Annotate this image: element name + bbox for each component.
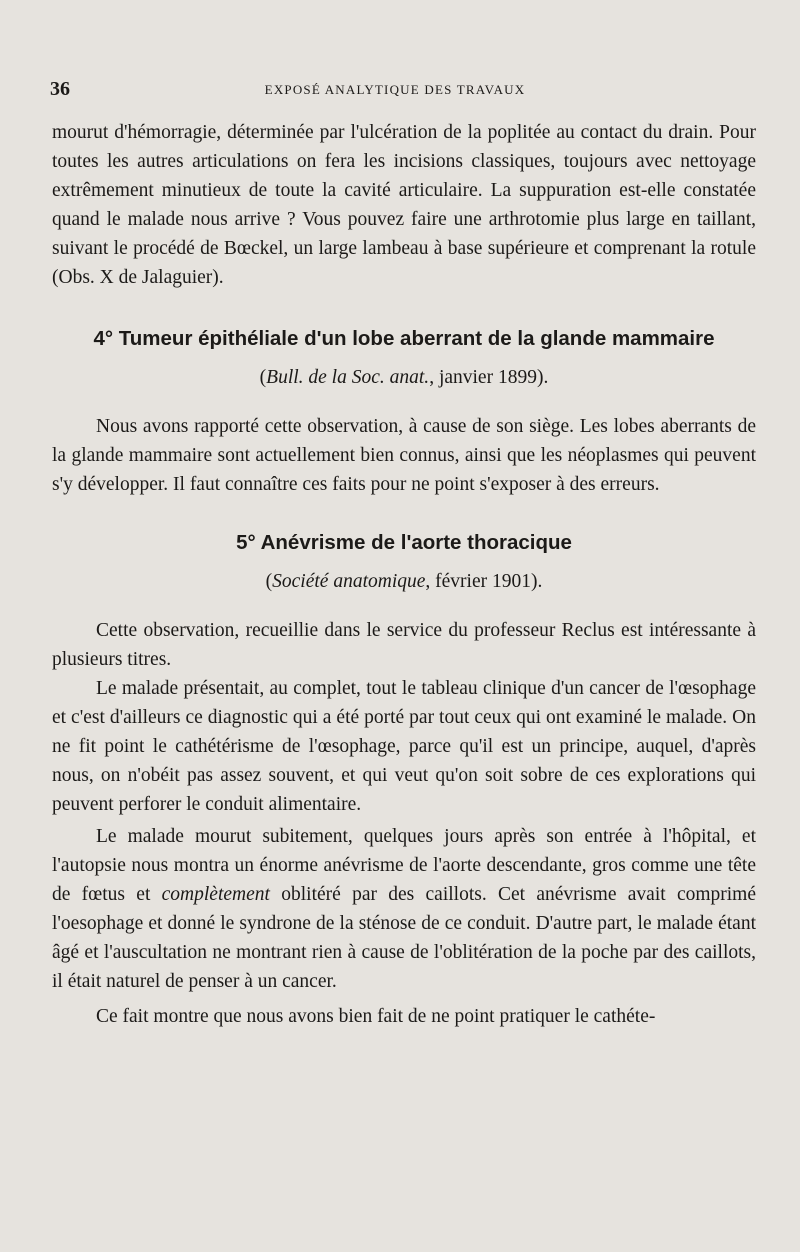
- paragraph-autopsie: [52, 822, 756, 996]
- page-number: 36: [50, 78, 70, 100]
- ref-journal: Société anatomique: [272, 571, 426, 592]
- section-reference-bull: [52, 363, 756, 392]
- paragraph-observation-siege: Nous avons rapporté cette observation, à cause de son siège. Les lobes aberrants de la glande mammaire sont actuellement bien connus, ainsi que les néoplasmes qui peuvent s'y développer. Il faut connaître ces faits pour ne point s'exposer à des erreurs.: [52, 416, 756, 495]
- autopsie-emphasis: complètement: [161, 884, 270, 905]
- ref-open: (: [265, 571, 273, 592]
- paragraph-conclusion: Ce fait montre que nous avons bien fait de ne point pratiquer le cathéte-: [96, 1006, 656, 1027]
- body-text: [52, 118, 756, 1031]
- paragraph-reclus: Cette observation, recueillie dans le service du professeur Reclus est intéressante à plusieurs titres.: [52, 620, 756, 670]
- autopsie-text-a: Le malade mourut subitement, quelques jours après son entrée à l'hôpital, et l'autopsie nous montra un énorme anévrisme de l'aorte descendante, gros comme une tête de fœtus et: [52, 826, 756, 905]
- section-reference-societe: [52, 567, 756, 596]
- running-title: EXPOSÉ ANALYTIQUE DES TRAVAUX: [264, 82, 526, 97]
- section-heading-anevrisme: 5° Anévrisme de l'aorte thoracique: [236, 531, 572, 554]
- ref-open: (: [259, 367, 267, 388]
- autopsie-text-b: oblitéré par des caillots. Cet anévrisme avait comprimé l'oesophage et donné le syndrone de la sténose de ce conduit. D'autre part, le malade étant âgé et l'auscultation ne montrant rien à cause de l'oblitération de la poche par des caillots, il était naturel de penser à un cancer.: [52, 884, 756, 992]
- section-heading-tumeur: 4° Tumeur épithéliale d'un lobe aberrant de la glande mammaire: [93, 327, 715, 350]
- ref-date: , février 1901).: [425, 571, 543, 592]
- running-head: [50, 78, 740, 102]
- ref-date: , janvier 1899).: [429, 367, 549, 388]
- paragraph-tableau-clinique: Le malade présentait, au complet, tout le tableau clinique d'un cancer de l'œsophage et c'est d'ailleurs ce diagnostic qui a été porté par tout ceux qui ont examiné le malade. On ne fit point le cathétérisme de l'œsophage, parce qu'il est un principe, auquel, d'après nous, on n'obéit pas assez souvent, et qui veut qu'on soit sobre de ces explorations qui peuvent perforer le conduit alimentaire.: [52, 678, 756, 815]
- paragraph-continuation: mourut d'hémorragie, déterminée par l'ulcération de la poplitée au contact du drain. Pour toutes les autres articulations on fera les incisions classiques, toujours avec nettoyage extrêmement minutieux de toute la cavité articulaire. La suppuration est-elle constatée quand le malade nous arrive ? Vous pouvez faire une arthrotomie plus large en taillant, suivant le procédé de Bœckel, un large lambeau à base supérieure et comprenant la rotule (Obs. X de Jalaguier).: [52, 122, 756, 288]
- ref-journal: Bull. de la Soc. anat.: [266, 367, 430, 388]
